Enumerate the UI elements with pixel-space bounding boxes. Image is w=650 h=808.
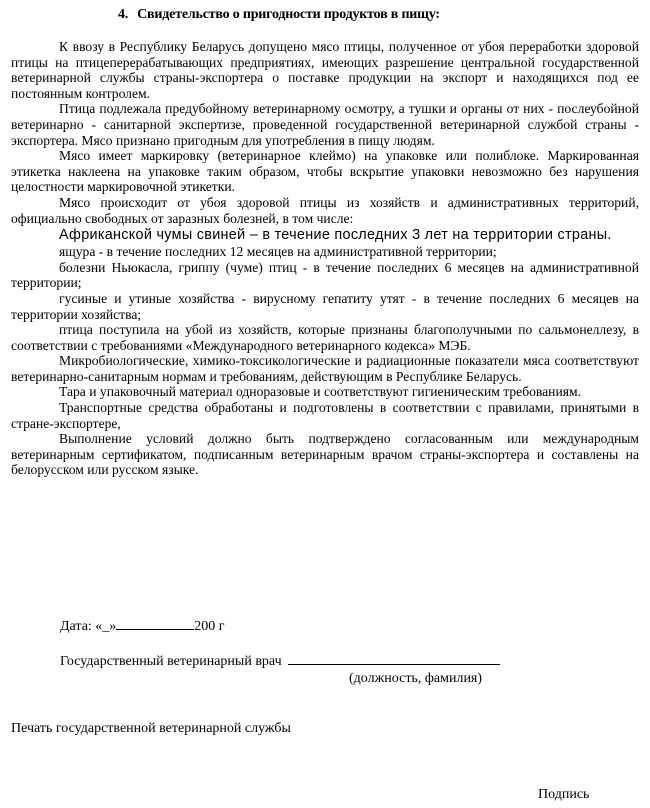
paragraph: Микробиологические, химико-токсикологические и радиационные показатели мяса соответствуют ветеринарно-санитарным нормам и требованиям, действующим в Республике Беларусь. [11, 353, 639, 384]
document-title [118, 7, 440, 23]
date-blank [116, 617, 194, 630]
date-line [60, 617, 225, 635]
title-number: 4. [118, 7, 129, 22]
paragraph: Транспортные средства обработаны и подготовлены в соответствии с правилами, принятыми в стране-экспортере, [11, 400, 639, 431]
paragraph: Тара и упаковочный материал одноразовые и соответствуют гигиеническим требованиям. [59, 384, 581, 400]
title-text: Свидетельство о пригодности продуктов в пищу: [137, 7, 440, 22]
vet-blank [288, 652, 500, 665]
date-label: Дата: «_» [60, 619, 117, 634]
paragraph: гусиные и утиные хозяйства - вирусному гепатиту утят - в течение последних 6 месяцев на территории хозяйства; [11, 290, 639, 322]
stamp-label: Печать государственной ветеринарной службы [11, 721, 291, 736]
date-year: 200 г [194, 619, 225, 634]
vet-sublabel: (должность, фамилия) [349, 671, 483, 686]
paragraph: Птица подлежала предубойному ветеринарному осмотру, а тушки и органы от них - послеубойной ветеринарно - санитарной экспертизе, проведенной государственной ветеринарной службой страны - экспортера. Мясо признано пригодным для употребления в пищу людям. [11, 101, 639, 148]
vet-label: Государственный ветеринарный врач [60, 654, 282, 669]
vet-signature-line [60, 652, 500, 670]
paragraph: Выполнение условий должно быть подтверждено согласованным или международным ветеринарным сертификатом, подписанным ветеринарным врачом страны-экспортера и составлены на белорусском или русском языке. [11, 431, 639, 478]
signature-label: Подпись [538, 787, 590, 802]
paragraph: К ввозу в Республику Беларусь допущено мясо птицы, полученное от убоя переработки здоровой птицы на птицеперерабатывающих предприятиях, имеющих разрешение центральной государственной ветеринарной службы страны-экспортера о поставке продукции на экспорт и находящихся под ее постоянным контролем. [11, 39, 639, 101]
paragraph: Мясо происходит от убоя здоровой птицы из хозяйств и административных территорий, официально свободных от заразных болезней, в том числе: [11, 194, 639, 226]
paragraph: птица поступила на убой из хозяйств, которые признаны благополучными по сальмонеллезу, в соответствии с требованиями «Международного ветеринарного кодекса» МЭБ. [11, 322, 639, 353]
document-body [11, 39, 639, 478]
paragraph: болезни Ньюкасла, гриппу (чуме) птиц - в течение последних 6 месяцев на административной территории; [11, 259, 639, 291]
paragraph: ящура - в течение последних 12 месяцев на административной территории; [59, 244, 497, 260]
paragraph: Мясо имеет маркировку (ветеринарное клеймо) на упаковке или полиблоке. Маркированная этикетка наклеена на упаковке таким образом, чтобы вскрытие упаковки невозможно без нарушения целостности маркировочной этикетки. [11, 148, 639, 195]
paragraph: Африканской чумы свиней – в течение последних 3 лет на территории страны. [59, 227, 612, 244]
